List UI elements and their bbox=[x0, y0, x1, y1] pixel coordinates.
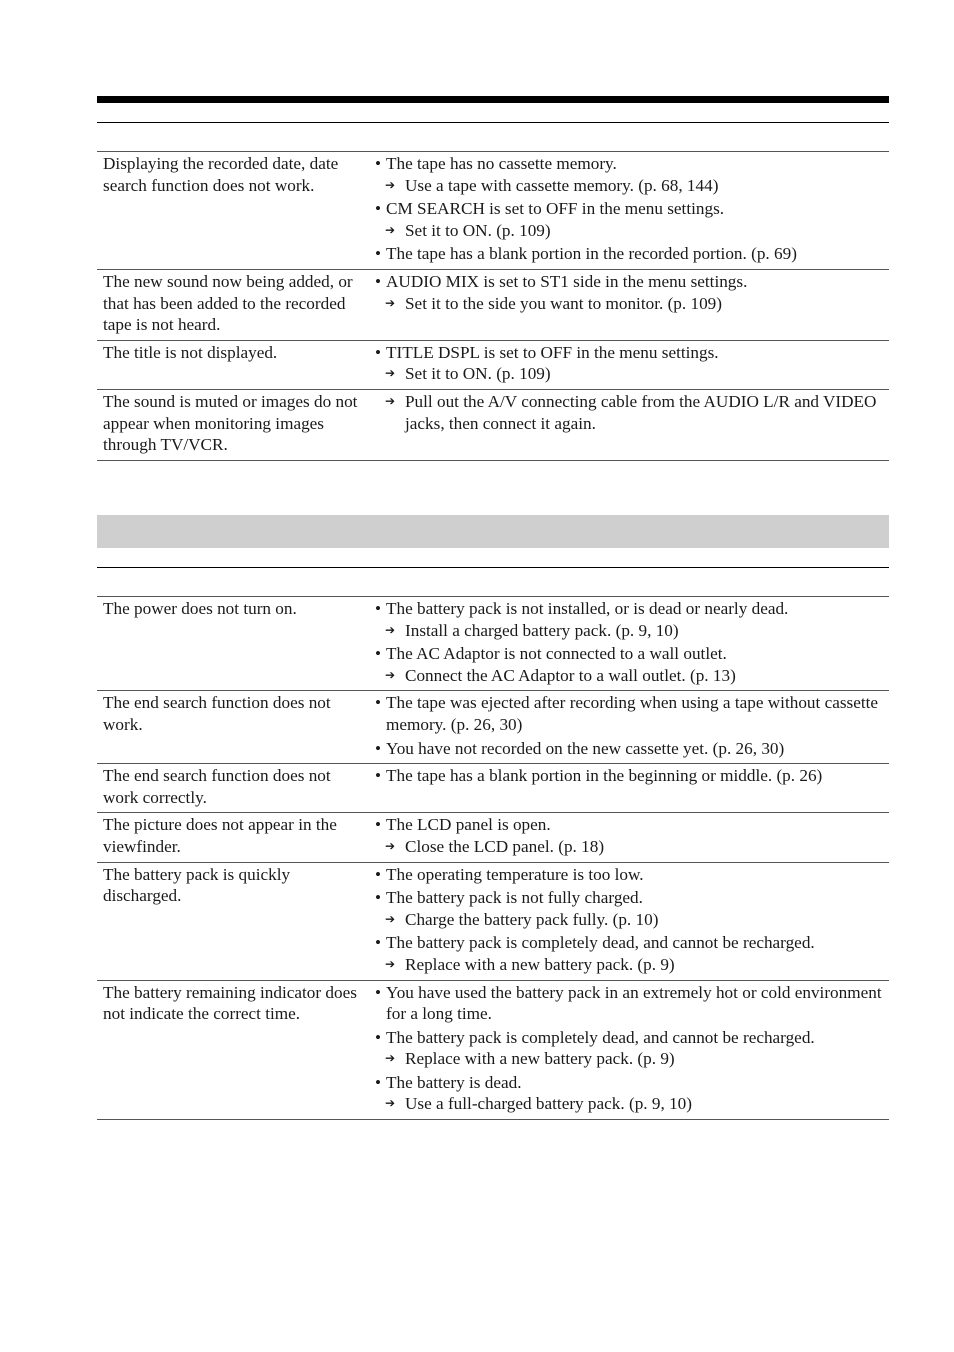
cause-bullet: • The battery pack is not installed, or is dead or nearly dead. bbox=[375, 598, 885, 620]
cause-remedy-cell bbox=[367, 152, 889, 270]
symptom-cell: Displaying the recorded date, date search function does not work. bbox=[97, 152, 367, 270]
remedy-arrow: ➔ Set it to ON. (p. 109) bbox=[375, 363, 885, 385]
symptom-cell: The new sound now being added, or that has been added to the recorded tape is not heard. bbox=[97, 269, 367, 340]
remedy-arrow: ➔ Pull out the A/V connecting cable from the AUDIO L/R and VIDEO jacks, then connect it again. bbox=[375, 391, 885, 434]
remedy-arrow: ➔ Use a full-charged battery pack. (p. 9, 10) bbox=[375, 1093, 885, 1115]
cause-bullet: • The battery is dead. bbox=[375, 1072, 885, 1094]
cause-bullet: • The tape was ejected after recording when using a tape without cassette memory. (p. 26, 30) bbox=[375, 692, 885, 735]
header-rule-1 bbox=[97, 122, 889, 123]
symptom-cell: The sound is muted or images do not appear when monitoring images through TV/VCR. bbox=[97, 389, 367, 460]
cause-bullet: • The tape has a blank portion in the recorded portion. (p. 69) bbox=[375, 243, 885, 265]
top-thick-rule bbox=[97, 96, 889, 103]
cause-remedy-cell bbox=[367, 340, 889, 389]
cause-remedy-cell bbox=[367, 597, 889, 691]
symptom-cell: The title is not displayed. bbox=[97, 340, 367, 389]
cause-bullet: • The tape has no cassette memory. bbox=[375, 153, 885, 175]
cause-remedy-cell bbox=[367, 269, 889, 340]
table-body bbox=[97, 152, 889, 461]
cause-bullet: • You have not recorded on the new cassette yet. (p. 26, 30) bbox=[375, 738, 885, 760]
table-row bbox=[97, 269, 889, 340]
cause-bullet: • The battery pack is not fully charged. bbox=[375, 887, 885, 909]
remedy-arrow: ➔ Set it to the side you want to monitor. (p. 109) bbox=[375, 293, 885, 315]
cause-bullet: • AUDIO MIX is set to ST1 side in the menu settings. bbox=[375, 271, 885, 293]
table-row bbox=[97, 597, 889, 691]
symptom-cell: The picture does not appear in the viewfinder. bbox=[97, 813, 367, 862]
cause-bullet: • The battery pack is completely dead, and cannot be recharged. bbox=[375, 1027, 885, 1049]
table-row bbox=[97, 862, 889, 980]
table-row bbox=[97, 813, 889, 862]
table-row bbox=[97, 340, 889, 389]
cause-remedy-cell bbox=[367, 813, 889, 862]
remedy-arrow: ➔ Set it to ON. (p. 109) bbox=[375, 220, 885, 242]
remedy-arrow: ➔ Use a tape with cassette memory. (p. 68, 144) bbox=[375, 175, 885, 197]
cause-remedy-cell bbox=[367, 691, 889, 764]
table-row bbox=[97, 389, 889, 460]
remedy-arrow: ➔ Charge the battery pack fully. (p. 10) bbox=[375, 909, 885, 931]
cause-bullet: • CM SEARCH is set to OFF in the menu settings. bbox=[375, 198, 885, 220]
header-rule-2 bbox=[97, 567, 889, 568]
symptom-cell: The end search function does not work. bbox=[97, 691, 367, 764]
cause-remedy-cell bbox=[367, 764, 889, 813]
table-row bbox=[97, 691, 889, 764]
cause-bullet: • The tape has a blank portion in the beginning or middle. (p. 26) bbox=[375, 765, 885, 787]
table-row bbox=[97, 980, 889, 1120]
cause-remedy-cell bbox=[367, 862, 889, 980]
cause-bullet: • The operating temperature is too low. bbox=[375, 864, 885, 886]
symptom-cell: The power does not turn on. bbox=[97, 597, 367, 691]
cause-bullet: • The AC Adaptor is not connected to a wall outlet. bbox=[375, 643, 885, 665]
cause-bullet: • The battery pack is completely dead, and cannot be recharged. bbox=[375, 932, 885, 954]
symptom-cell: The battery pack is quickly discharged. bbox=[97, 862, 367, 980]
remedy-arrow: ➔ Close the LCD panel. (p. 18) bbox=[375, 836, 885, 858]
remedy-arrow: ➔ Replace with a new battery pack. (p. 9) bbox=[375, 1048, 885, 1070]
cause-bullet: • You have used the battery pack in an extremely hot or cold environment for a long time. bbox=[375, 982, 885, 1025]
section-band bbox=[97, 515, 889, 548]
playback-troubleshooting-table bbox=[97, 151, 889, 461]
cause-bullet: • TITLE DSPL is set to OFF in the menu settings. bbox=[375, 342, 885, 364]
table-row bbox=[97, 764, 889, 813]
remedy-arrow: ➔ Connect the AC Adaptor to a wall outlet. (p. 13) bbox=[375, 665, 885, 687]
remedy-arrow: ➔ Install a charged battery pack. (p. 9, 10) bbox=[375, 620, 885, 642]
cause-remedy-cell bbox=[367, 980, 889, 1120]
remedy-arrow: ➔ Replace with a new battery pack. (p. 9) bbox=[375, 954, 885, 976]
table-row bbox=[97, 152, 889, 270]
table-body bbox=[97, 597, 889, 1120]
cause-remedy-cell bbox=[367, 389, 889, 460]
symptom-cell: The battery remaining indicator does not indicate the correct time. bbox=[97, 980, 367, 1120]
cause-bullet: • The LCD panel is open. bbox=[375, 814, 885, 836]
power-troubleshooting-table bbox=[97, 596, 889, 1120]
symptom-cell: The end search function does not work correctly. bbox=[97, 764, 367, 813]
